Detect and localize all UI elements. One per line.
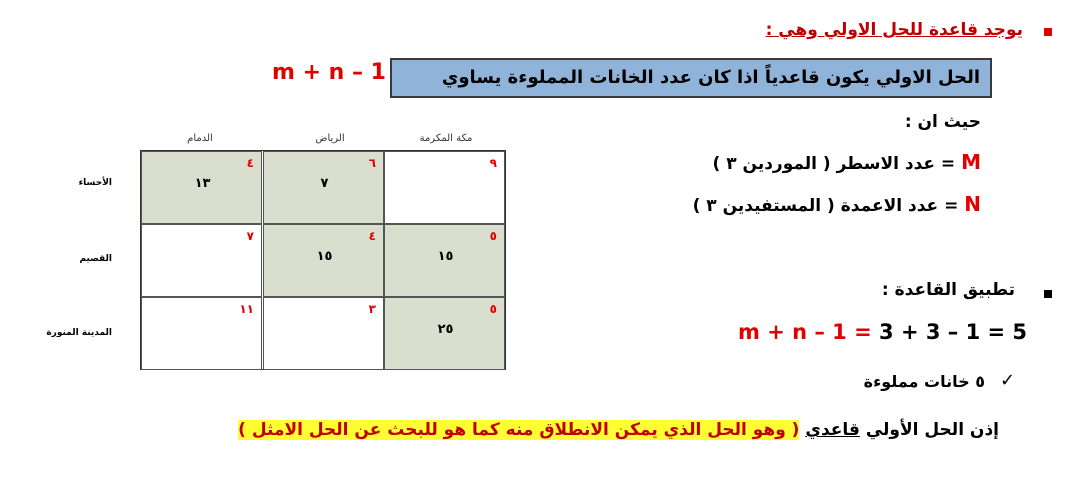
table-cell xyxy=(141,297,262,370)
rule-formula: m + n – 1 xyxy=(272,60,386,85)
table-cell xyxy=(384,224,505,297)
application-formula xyxy=(738,320,1027,344)
column-header-riyadh: الرياض xyxy=(315,133,345,144)
row-header-ahsa: الأحساء xyxy=(78,178,112,188)
definition-m xyxy=(713,150,981,174)
cell-cost: ٥ xyxy=(489,302,497,316)
table-cell xyxy=(141,224,262,297)
heading-rule: يوجد قاعدة للحل الاولي وهي : xyxy=(765,20,1023,40)
column-header-mecca: مكة المكرمة xyxy=(419,133,473,144)
cell-allocation: ١٥ xyxy=(316,249,333,264)
cell-cost: ٤ xyxy=(246,156,254,170)
column-header-dammam: الدمام xyxy=(187,133,213,144)
rule-box xyxy=(390,58,992,98)
formula-red: m + n – 1 = xyxy=(738,320,872,344)
bullet-square-icon xyxy=(1044,28,1052,36)
cell-cost: ٤ xyxy=(368,229,376,243)
row-header-madinah: المدينة المنورة xyxy=(46,328,112,338)
heading-application: تطبيق القاعدة : xyxy=(881,280,1015,300)
definition-n xyxy=(693,192,981,216)
formula-black: 3 + 3 – 1 = 5 xyxy=(879,320,1028,344)
table-cell xyxy=(384,151,505,224)
transport-table xyxy=(140,150,506,370)
where-label: حيث ان : xyxy=(904,112,981,132)
table-cell xyxy=(141,151,262,224)
table-cell xyxy=(263,224,384,297)
cell-cost: ٧ xyxy=(246,229,254,243)
cell-cost: ٦ xyxy=(368,156,376,170)
cell-allocation: ٧ xyxy=(320,176,329,191)
check-mark-icon: ✓ xyxy=(1000,370,1016,391)
conclusion-prefix: إذن الحل الأولي xyxy=(865,420,999,440)
cell-cost: ٣ xyxy=(368,302,376,316)
cell-allocation: ٢٥ xyxy=(437,322,454,337)
bullet-square-icon xyxy=(1044,290,1052,298)
cell-allocation: ١٥ xyxy=(437,249,454,264)
conclusion-underlined: قاعدي xyxy=(805,420,860,440)
row-header-qassim: القصيم xyxy=(79,254,112,264)
table-cell xyxy=(263,297,384,370)
definition-n-text: = عدد الاعمدة ( المستفيدين ٣ ) xyxy=(692,196,959,216)
table-cell xyxy=(263,151,384,224)
cell-allocation: ١٣ xyxy=(194,176,211,191)
table-cell xyxy=(384,297,505,370)
cell-cost: ١١ xyxy=(239,302,254,316)
cell-cost: ٩ xyxy=(489,156,497,170)
check-text: ٥ خانات مملوءة xyxy=(863,372,985,391)
rule-text: الحل الاولي يكون قاعدياً اذا كان عدد الخانات المملوءة يساوي xyxy=(441,67,980,88)
conclusion-highlight: ( وهو الحل الذي يمكن الانطلاق منه كما هو للبحث عن الحل الامثل ) xyxy=(238,420,800,440)
symbol-n: N xyxy=(964,192,981,216)
cell-cost: ٥ xyxy=(489,229,497,243)
conclusion xyxy=(238,420,999,440)
symbol-m: M xyxy=(961,150,981,174)
definition-m-text: = عدد الاسطر ( الموردين ٣ ) xyxy=(712,154,956,174)
